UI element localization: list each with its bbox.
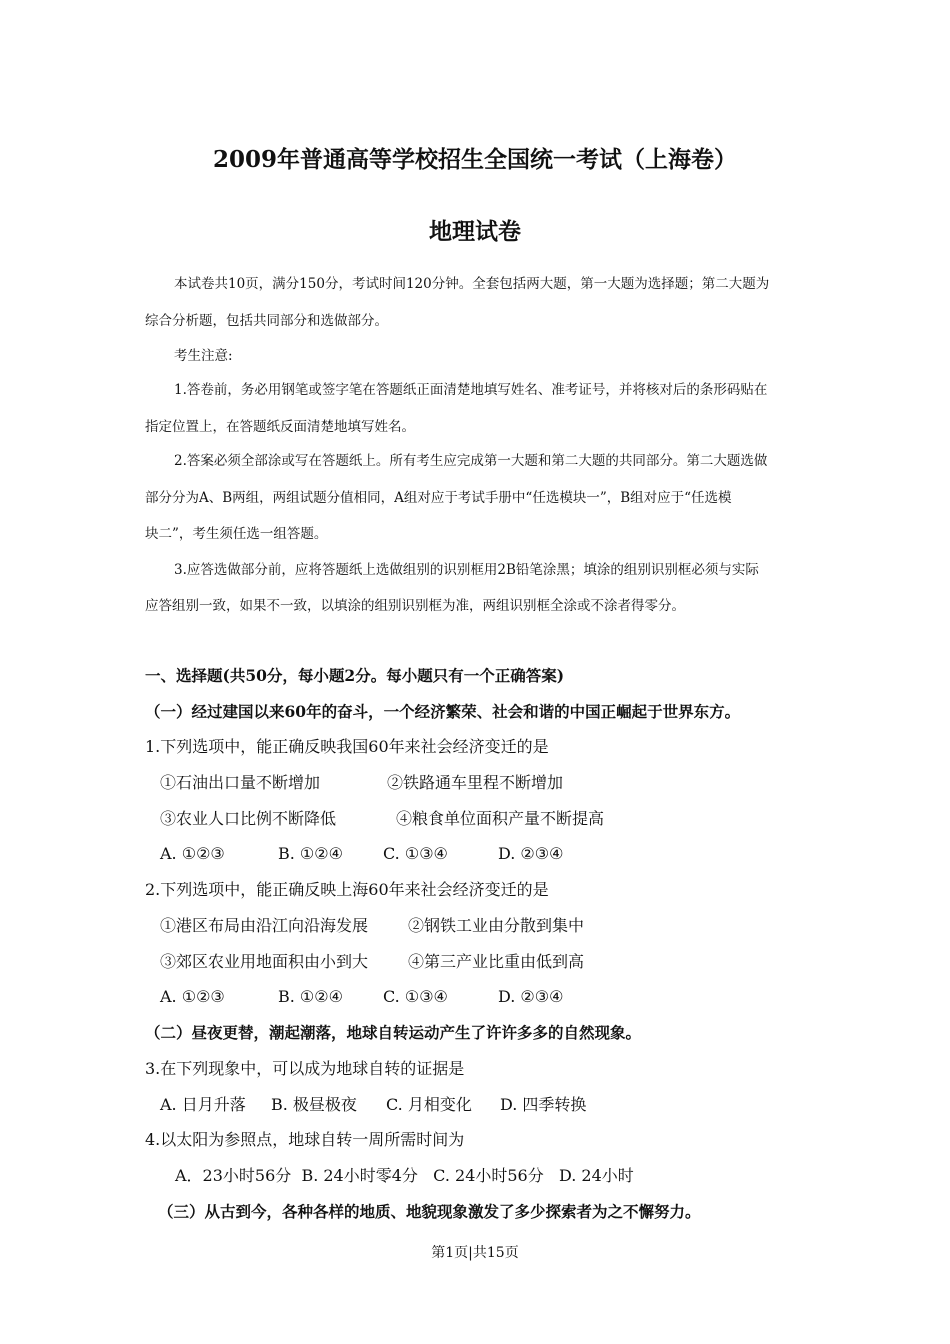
statement-item: ④第三产业比重由低到高	[408, 952, 585, 971]
question-stem: 2.下列选项中，能正确反映上海60年来社会经济变迁的是	[145, 880, 549, 899]
intro-line: 本试卷共10页，满分150分，考试时间120分钟。全套包括两大题，第一大题为选择题；第二大题为	[174, 276, 770, 292]
section-heading: 一、选择题(共50分，每小题2分。每小题只有一个正确答案)	[145, 666, 565, 685]
intro-line: 应答组别一致，如果不一致，以填涂的组别识别框为准，两组识别框全涂或不涂者得零分。	[145, 598, 685, 614]
statement-item: ①石油出口量不断增加	[160, 773, 321, 792]
answer-option: C. 月相变化	[386, 1095, 472, 1114]
answer-option: C. ①③④	[383, 987, 448, 1006]
answer-option: D. 四季转换	[500, 1095, 587, 1114]
answer-option: B. 极昼极夜	[271, 1095, 357, 1114]
intro-line: 考生注意:	[174, 348, 233, 364]
answer-option: A. 日月升落	[160, 1095, 246, 1114]
intro-line: 3.应答选做部分前，应将答题纸上选做组别的识别框用2B铅笔涂黑；填涂的组别识别框必须与实际	[174, 562, 759, 578]
exam-subtitle: 地理试卷	[429, 218, 521, 245]
answer-option: D. ②③④	[498, 987, 564, 1006]
statement-item: ①港区布局由沿江向沿海发展	[160, 916, 369, 935]
answer-option: C. ①③④	[383, 844, 448, 863]
question-stem: 1.下列选项中，能正确反映我国60年来社会经济变迁的是	[145, 737, 549, 756]
group-heading: （一）经过建国以来60年的奋斗，一个经济繁荣、社会和谐的中国正崛起于世界东方。	[145, 702, 741, 721]
intro-line: 1.答卷前，务必用钢笔或签字笔在答题纸正面清楚地填写姓名、准考证号，并将核对后的条形码贴在	[174, 382, 768, 398]
group-heading: （三）从古到今，各种各样的地质、地貌现象激发了多少探索者为之不懈努力。	[158, 1202, 701, 1221]
intro-line: 指定位置上，在答题纸反面清楚地填写姓名。	[145, 419, 415, 435]
statement-item: ②铁路通车里程不断增加	[387, 773, 564, 792]
group-heading: （二）昼夜更替，潮起潮落，地球自转运动产生了许许多多的自然现象。	[145, 1023, 642, 1042]
page-footer: 第1页|共15页	[431, 1245, 519, 1261]
intro-line: 块二”，考生须任选一组答题。	[145, 526, 328, 542]
intro-line: 2.答案必须全部涂或写在答题纸上。所有考生应完成第一大题和第二大题的共同部分。第二大题选做	[174, 453, 768, 469]
question-stem: 4.以太阳为参照点，地球自转一周所需时间为	[145, 1130, 465, 1149]
answer-option: D. ②③④	[498, 844, 564, 863]
answer-option: B. ①②④	[278, 987, 343, 1006]
statement-item: ③郊区农业用地面积由小到大	[160, 952, 369, 971]
statement-item: ④粮食单位面积产量不断提高	[396, 809, 605, 828]
exam-title: 2009年普通高等学校招生全国统一考试（上海卷）	[212, 146, 737, 173]
question-stem: 3.在下列现象中，可以成为地球自转的证据是	[145, 1059, 465, 1078]
answer-option: A. ①②③	[160, 987, 225, 1006]
answer-option: B. ①②④	[278, 844, 343, 863]
answer-options: A．23小时56分 B. 24小时零4分 C. 24小时56分 D. 24小时	[175, 1166, 634, 1185]
intro-line: 综合分析题，包括共同部分和选做部分。	[145, 313, 388, 329]
intro-line: 部分分为A、B两组，两组试题分值相同，A组对应于考试手册中“任选模块一”，B组对应于“任选模	[145, 490, 732, 506]
statement-item: ③农业人口比例不断降低	[160, 809, 337, 828]
answer-option: A. ①②③	[160, 844, 225, 863]
statement-item: ②钢铁工业由分散到集中	[408, 916, 585, 935]
